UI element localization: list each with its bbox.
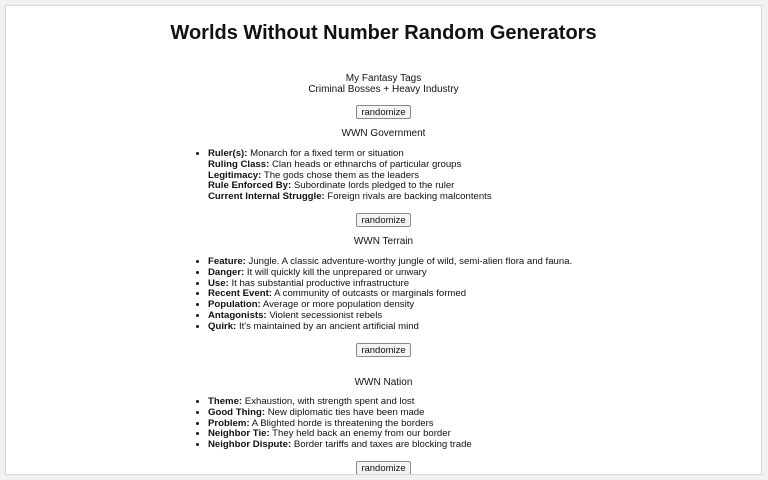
terrain-item-quirk: • Quirk: It's maintained by an ancient artificial mind xyxy=(208,322,572,333)
government-randomize-button[interactable]: randomize xyxy=(356,213,410,227)
terrain-item-use: • Use: It has substantial productive infrastructure xyxy=(208,279,572,290)
nation-heading: WWN Nation xyxy=(354,377,413,388)
nation-item-theme: • Theme: Exhaustion, with strength spent and lost xyxy=(208,397,472,408)
fantasy-tags-randomize-button[interactable]: randomize xyxy=(356,105,410,119)
government-item-legitimacy: Legitimacy: The gods chose them as the leaders xyxy=(208,169,420,181)
nation-randomize-button[interactable]: randomize xyxy=(356,461,410,475)
government-item-rule-enforced: Rule Enforced By: Subordinate lords pledged to the ruler xyxy=(208,180,455,192)
fantasy-tags-value: Criminal Bosses + Heavy Industry xyxy=(308,84,459,95)
page-title: Worlds Without Number Random Generators xyxy=(170,22,597,44)
page-frame xyxy=(5,5,762,475)
fantasy-tags-section xyxy=(6,73,761,95)
terrain-item-population: • Population: Average or more population density xyxy=(208,300,572,311)
government-list xyxy=(196,149,492,203)
terrain-item-danger: • Danger: It will quickly kill the unprepared or unwary xyxy=(208,268,572,279)
nation-item-neighbor-dispute: • Neighbor Dispute: Border tariffs and taxes are blocking trade xyxy=(208,440,472,451)
government-item-internal-struggle: Current Internal Struggle: Foreign rivals are backing malcontents xyxy=(208,191,492,203)
government-heading: WWN Government xyxy=(341,128,426,139)
nation-item-problem: • Problem: A Blighted horde is threatening the borders xyxy=(208,419,472,430)
terrain-randomize-button[interactable]: randomize xyxy=(356,343,410,357)
terrain-item-recent-event: • Recent Event: A community of outcasts or marginals formed xyxy=(208,289,572,300)
fantasy-tags-heading: My Fantasy Tags xyxy=(345,73,422,84)
government-item-ruling-class: Ruling Class: Clan heads or ethnarchs of particular groups xyxy=(208,158,462,170)
terrain-heading: WWN Terrain xyxy=(353,236,414,247)
terrain-list xyxy=(196,257,572,333)
terrain-item-feature: • Feature: Jungle. A classic adventure-worthy jungle of wild, semi-alien flora and fauna. xyxy=(208,257,572,268)
nation-list xyxy=(196,397,472,451)
nation-item-good-thing: • Good Thing: New diplomatic ties have been made xyxy=(208,408,472,419)
government-item-ruler: • Ruler(s): Monarch for a fixed term or situation xyxy=(208,149,492,160)
nation-item-neighbor-tie: • Neighbor Tie: They held back an enemy from our border xyxy=(208,429,472,440)
terrain-item-antagonists: • Antagonists: Violent secessionist rebels xyxy=(208,311,572,322)
